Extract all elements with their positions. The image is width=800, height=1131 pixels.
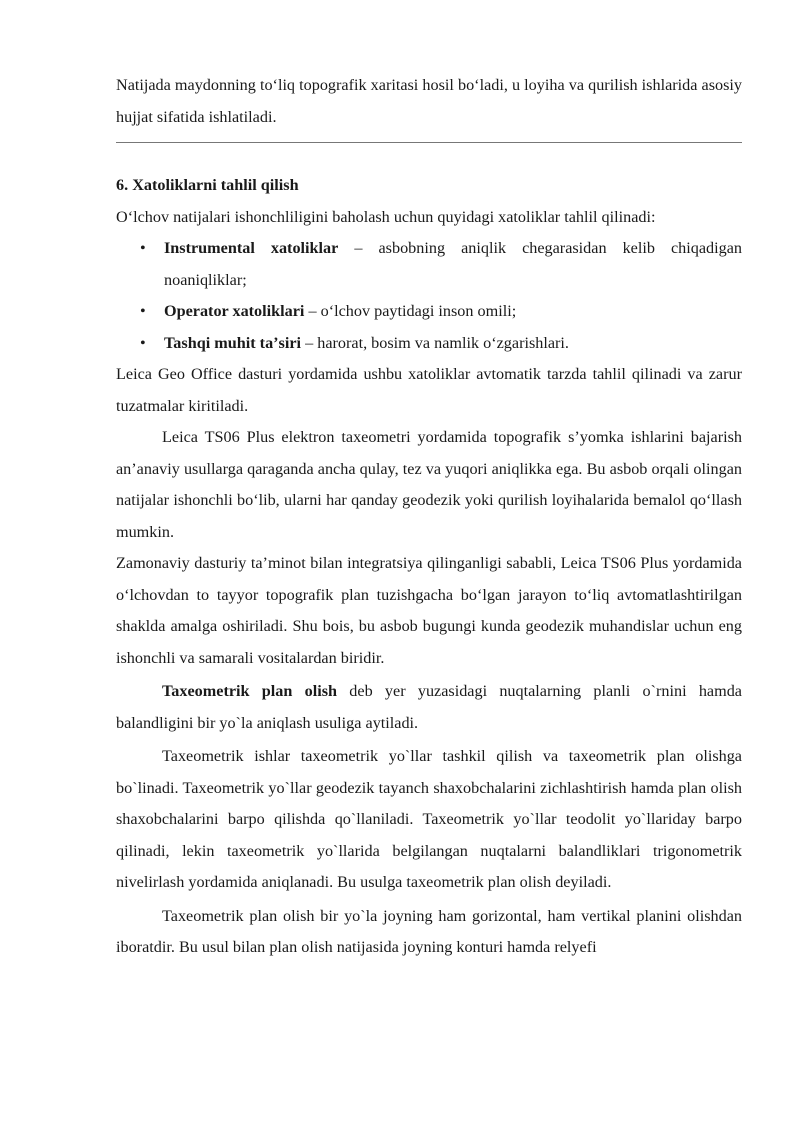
list-item-term: Tashqi muhit taʼsiri	[164, 333, 302, 352]
list-item-term: Instrumental xatoliklar	[164, 239, 339, 257]
bullet-icon: •	[140, 239, 146, 257]
definition-term: Taxeometrik plan olish	[162, 682, 338, 700]
list-item	[116, 296, 742, 328]
error-types-list	[116, 233, 742, 359]
definition-text: deb yer yuzasidagi nuqtalarning planli o`rnini hamda balandligini bir yo`la aniqlash usuliga aytiladi.	[116, 682, 742, 732]
definition-paragraph	[116, 676, 742, 739]
list-item	[116, 233, 742, 296]
taxeometric-works-paragraph: Taxeometrik ishlar taxeometrik yo`llar tashkil qilish va taxeometrik plan olishga bo`linadi. Taxeometrik yo`llar geodezik tayanch shaxobchalarini zichlashtirish hamda plan olish shaxobchalarini barpo qilishda qo`llaniladi. Taxeometrik yo`llar teodolit yo`llariday barpo qilinadi, lekin taxeometrik yo`llarida belgilangan nuqtalarni balandliklari trigonometrik nivelirlash yordamida aniqlanadi. Bu usulga taxeometrik plan olish deyiladi.	[116, 747, 742, 891]
list-item-desc: – oʻlchov paytidagi inson omili;	[304, 302, 517, 320]
list-item	[116, 328, 742, 360]
modern-software-paragraph: Zamonaviy dasturiy taʼminot bilan integratsiya qilinganligi sababli, Leica TS06 Plus yordamida oʻlchovdan to tayyor topografik plan tuzishgacha boʻlgan jarayon toʻliq avtomatlashtirilgan shaklda amalga oshiriladi. Shu bois, bu asbob bugungi kunda geodezik muhandislar uchun eng ishonchli va samarali vositalardan biridir.	[116, 554, 742, 667]
section-divider	[116, 142, 742, 143]
list-item-desc: – asbobning aniqlik chegarasidan kelib chiqadigan noaniqliklar;	[164, 239, 743, 289]
bullet-icon: •	[140, 302, 146, 320]
leica-geo-office-paragraph: Leica Geo Office dasturi yordamida ushbu xatoliklar avtomatik tarzda tahlil qilinadi va zarur tuzatmalar kiritiladi.	[116, 365, 742, 415]
leica-ts06-paragraph: Leica TS06 Plus elektron taxeometri yordamida topografik sʼyomka ishlarini bajarish anʼanaviy usullarga qaraganda ancha qulay, tez va yuqori aniqlikka ega. Bu asbob orqali olingan natijalar ishonchli boʻlib, ularni har qanday geodezik yoki qurilish loyihalarida bemalol qoʻllash mumkin.	[116, 428, 742, 541]
list-item-term: Operator xatoliklari	[164, 302, 305, 320]
closing-paragraph: Taxeometrik plan olish bir yo`la joyning ham gorizontal, ham vertikal planini olishdan iboratdir. Bu usul bilan plan olish natijasida joyning konturi hamda relyefi	[116, 906, 742, 956]
section-heading: 6. Xatoliklarni tahlil qilish	[116, 176, 299, 194]
document-page	[116, 70, 742, 964]
bullet-icon: •	[140, 333, 146, 352]
intro-paragraph: Natijada maydonning toʻliq topografik xaritasi hosil boʻladi, u loyiha va qurilish ishlarida asosiy hujjat sifatida ishlatiladi.	[116, 76, 742, 126]
section-lead-paragraph: Oʻlchov natijalari ishonchliligini baholash uchun quyidagi xatoliklar tahlil qilinadi:	[116, 207, 656, 226]
list-item-desc: – harorat, bosim va namlik oʻzgarishlari.	[301, 333, 569, 352]
